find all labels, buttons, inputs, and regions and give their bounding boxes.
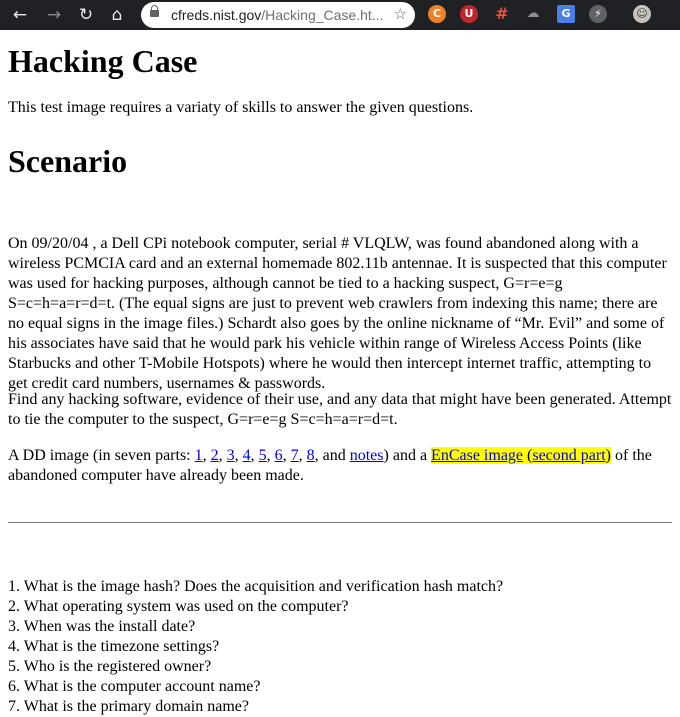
extension-hash-icon[interactable]: # (495, 4, 509, 23)
image-part-link-5[interactable]: 5 (258, 447, 267, 464)
extension-bolt-icon[interactable]: ⚡ (589, 5, 607, 23)
question-item: 3. When was the install date? (8, 618, 196, 635)
image-part-link-4[interactable]: 4 (242, 447, 251, 464)
profile-avatar[interactable]: ☺ (633, 5, 651, 23)
reload-icon[interactable]: ↻ (78, 5, 94, 25)
second-part-link[interactable]: second part (532, 447, 606, 464)
question-item: 2. What operating system was used on the computer? (8, 598, 349, 615)
extension-cloud-icon[interactable]: ☁ (526, 6, 540, 21)
task-paragraph: Find any hacking software, evidence of their use, and any data that might have been generated. Attempt to tie the computer to the suspect, G=r=e=g S=c=h=a=r=d=t. (8, 391, 672, 428)
extension-translate-icon[interactable]: G (557, 5, 575, 23)
intro-text: This test image requires a variaty of skills to answer the given questions. (8, 99, 474, 116)
notes-link[interactable]: notes (349, 447, 384, 464)
encase-image-link[interactable]: EnCase image (431, 447, 524, 464)
address-bar[interactable] (141, 2, 415, 28)
horizontal-rule (8, 522, 672, 523)
questions-list (8, 577, 672, 717)
lock-icon (150, 10, 159, 17)
image-part-link-3[interactable]: 3 (226, 447, 235, 464)
scenario-heading: Scenario (8, 143, 128, 179)
image-part-link-2[interactable]: 2 (210, 447, 219, 464)
question-item: 4. What is the timezone settings? (8, 638, 220, 655)
image-part-link-7[interactable]: 7 (290, 447, 299, 464)
page-title: Hacking Case (8, 43, 198, 79)
back-arrow-icon[interactable]: ← (12, 5, 28, 25)
extension-orange-icon[interactable]: C (428, 5, 446, 23)
question-item: 7. What is the primary domain name? (8, 698, 249, 715)
question-item: 6. What is the computer account name? (8, 678, 261, 695)
image-part-link-8[interactable]: 8 (306, 447, 315, 464)
url-text[interactable]: cfreds.nist.gov/Hacking_Case.ht... (171, 7, 384, 23)
question-item: 1. What is the image hash? Does the acquisition and verification hash match? (8, 578, 504, 595)
image-links-paragraph: A DD image (in seven parts: 1, 2, 3, 4, 5, 6, 7, 8, and notes) and a EnCase image (second part) of the abandoned computer have already been made. (8, 447, 652, 484)
bookmark-star-icon[interactable]: ☆ (393, 5, 407, 23)
question-item: 5. Who is the registered owner? (8, 658, 212, 675)
extension-ublock-icon[interactable]: U (460, 5, 478, 23)
image-part-link-1[interactable]: 1 (194, 447, 203, 464)
browser-toolbar (0, 0, 680, 30)
forward-arrow-icon[interactable]: → (46, 5, 62, 25)
scenario-paragraph: On 09/20/04 , a Dell CPi notebook computer, serial # VLQLW, was found abandoned along with a wireless PCMCIA card and an external homemade 802.11b antennae. It is suspected that this computer was used for hacking purposes, although cannot be tied to a hacking suspect, G=r=e=g S=c=h=a=r=d=t. (The equal signs are just to prevent web crawlers from indexing this name; there are no equal signs in the image files.) Schardt also goes by the online nickname of “Mr. Evil” and some of his associates have said that he would park his vehicle within range of Wireless Access Points (like Starbucks and other T-Mobile Hotspots) where he would then intercept internet traffic, attempting to get credit card numbers, usernames & passwords. (8, 235, 667, 392)
image-part-link-6[interactable]: 6 (274, 447, 283, 464)
home-icon[interactable]: ⌂ (111, 5, 123, 25)
